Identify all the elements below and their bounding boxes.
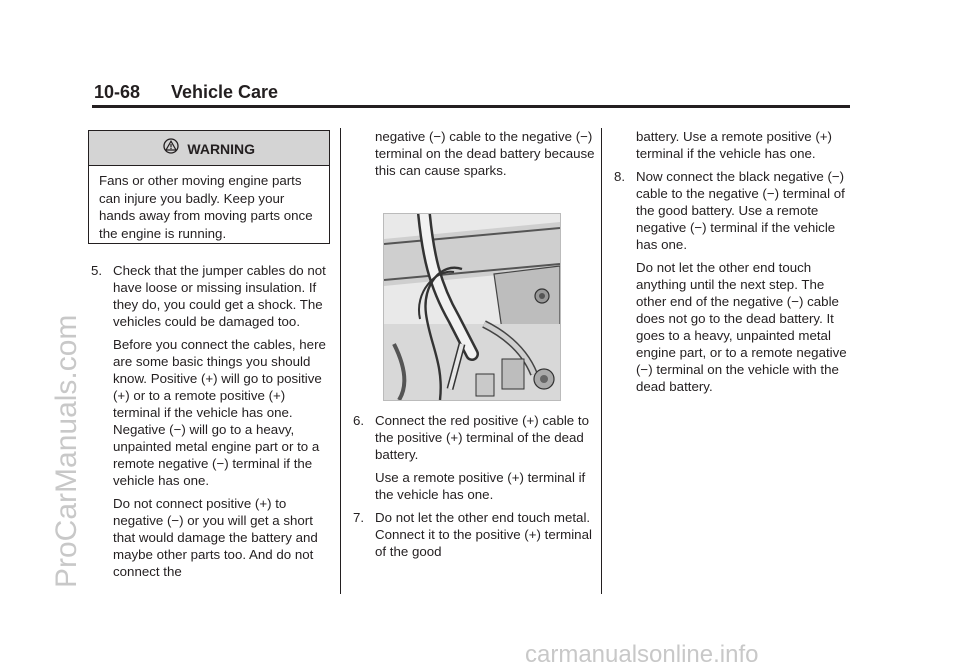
step-7 (353, 509, 595, 560)
step-6-paragraph: Use a remote positive (+) terminal if the vehicle has one. (375, 470, 586, 502)
step-text: Do not let the other end touch metal. Connect it to the positive (+) terminal of the good (375, 510, 592, 559)
warning-title: WARNING (187, 140, 256, 157)
step-text: Connect the red positive (+) cable to the positive (+) terminal of the dead battery. (375, 413, 589, 462)
side-watermark: ProCarManuals.com (50, 314, 83, 588)
step-number: 7. (353, 510, 365, 525)
footer-watermark: carmanualsonline.info (525, 641, 759, 668)
column-divider (340, 128, 341, 594)
continued-text: battery. Use a remote positive (+) terminal if the vehicle has one. (636, 129, 832, 161)
step-5-paragraph: Before you connect the cables, here are some basic things you should know. Positive (+) will go to positive (+) or to a remote positive (+) terminal if the vehicle has one. Negative (−) will go to a heavy, unpainted metal engine part or to a remote negative (−) terminal if the vehicle has one. (113, 337, 326, 488)
page-header (94, 82, 850, 104)
warning-text: Fans or other moving engine parts can injure you badly. Keep your hands away from moving parts once the engine is running. (99, 173, 313, 241)
engine-compartment-illustration (383, 213, 561, 401)
header-rule (92, 105, 850, 108)
column-divider (601, 128, 602, 594)
continued-text: negative (−) cable to the negative (−) terminal on the dead battery because this can cause sparks. (375, 129, 595, 178)
column-1 (91, 262, 331, 580)
section-title: Vehicle Care (171, 82, 279, 102)
step-text: Now connect the black negative (−) cable to the negative (−) terminal of the good battery. Use a remote negative (−) terminal if the vehicle has one. (636, 169, 845, 252)
step-8 (614, 168, 854, 253)
column-2-top (353, 128, 595, 179)
step-5 (91, 262, 331, 330)
column-3 (614, 128, 854, 395)
step-8-paragraph: Do not let the other end touch anything until the next step. The other end of the negative (−) cable does not go to the dead battery. It goes to a heavy, unpainted metal engine part, or to a remote negative (−) terminal on the vehicle with the dead battery. (636, 260, 847, 394)
step-number: 5. (91, 263, 103, 278)
step-number: 6. (353, 413, 365, 428)
step-5-paragraph: Do not connect positive (+) to negative (−) or you will get a short that would damage the battery and maybe other parts too. And do not connect the (113, 496, 318, 579)
step-6 (353, 412, 595, 463)
warning-box (88, 130, 330, 244)
warning-triangle-icon (163, 138, 179, 159)
column-2-bottom (353, 412, 595, 560)
warning-header (89, 131, 329, 166)
step-text: Check that the jumper cables do not have loose or missing insulation. If they do, you could get a shock. The vehicles could be damaged too. (113, 263, 326, 329)
page-number: 10-68 (94, 82, 141, 102)
step-number: 8. (614, 169, 626, 184)
